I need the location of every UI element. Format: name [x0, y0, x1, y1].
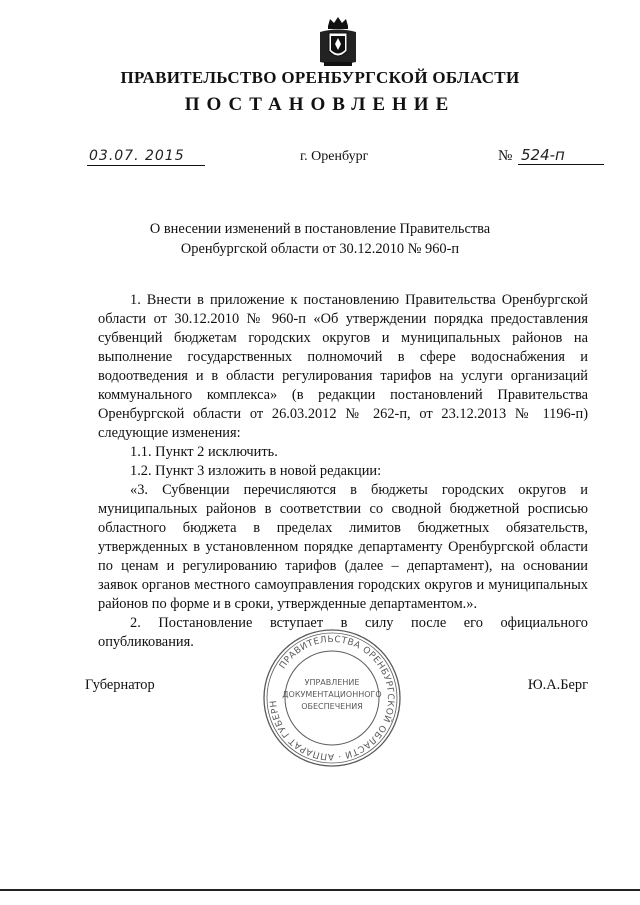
number-underline	[518, 164, 604, 165]
date-underline	[87, 165, 205, 166]
stamp-line-3: ОБЕСПЕЧЕНИЯ	[301, 702, 363, 711]
date-field	[87, 148, 205, 168]
paragraph-1-1: 1.1. Пункт 2 исключить.	[130, 444, 278, 460]
stamp-line-1: УПРАВЛЕНИЕ	[304, 678, 360, 687]
paragraph-2: 2. Постановление вступает в силу после его официального опубликования.	[98, 615, 588, 650]
signatory-name: Ю.А.Берг	[527, 677, 588, 693]
number-sign: №	[498, 148, 513, 164]
org-title: ПРАВИТЕЛЬСТВО ОРЕНБУРГСКОЙ ОБЛАСТИ	[120, 68, 520, 87]
document-body	[98, 291, 588, 652]
signatory-position: Губернатор	[85, 677, 155, 693]
subject-line-2: Оренбургской области от 30.12.2010 № 960-п	[180, 241, 460, 257]
paragraph-new-3: «3. Субвенции перечисляются в бюджеты городских округов и муниципальных районов в соответствии со сводной бюджетной росписью областного бюджета в пределах лимитов бюджетных обязательств, утвержденных в установленном порядке департаменту Оренбургской области по ценам и регулированию тарифов (далее – департамент), на основании заявок органов местного самоуправления городских округов и муниципальных районов по форме и в сроки, утвержденные департаментом.».	[98, 482, 588, 612]
stamp-line-2: ДОКУМЕНТАЦИОННОГО	[282, 690, 382, 699]
bottom-rule	[0, 889, 640, 891]
document-subject	[120, 219, 520, 259]
handwritten-date: 03.07. 2015	[89, 148, 185, 164]
stamp-ring-text: ПРАВИТЕЛЬСТВА ОРЕНБУРГСКОЙ ОБЛАСТИ · АППАРАТ ГУБЕРН	[268, 634, 396, 762]
handwritten-number: 524-п	[521, 146, 565, 164]
coat-of-arms-icon	[318, 16, 358, 68]
subject-line-1: О внесении изменений в постановление Правительства	[149, 221, 491, 237]
official-stamp	[262, 628, 402, 768]
document-number-field	[498, 146, 608, 168]
paragraph-1-2: 1.2. Пункт 3 изложить в новой редакции:	[130, 463, 382, 479]
city: г. Оренбург	[300, 149, 369, 164]
paragraph-1: 1. Внести в приложение к постановлению Правительства Оренбургской области от 30.12.2010 № 960-п «Об утверждении порядка предоставления субвенций бюджетам городских округов и муниципальных районов на выполнение государственных полномочий в сфере водоснабжения и водоотведения и в области регулирования тарифов на услуги организаций коммунального комплекса» (в редакции постановлений Правительства Оренбургской области от 26.03.2012 № 262-п, от 23.12.2013 № 1196-п) следующие изменения:	[98, 292, 588, 441]
document-type: ПОСТАНОВЛЕНИЕ	[184, 94, 456, 115]
